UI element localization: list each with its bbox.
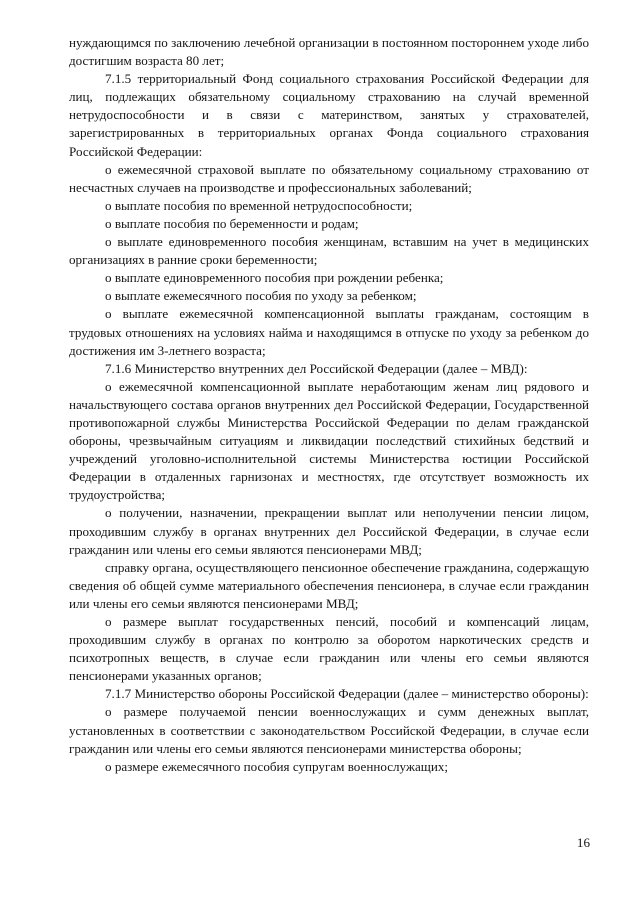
list-item-temporary-disability: о выплате пособия по временной нетрудоспособности;	[105, 197, 413, 213]
list-item-pension-certificate: справку органа, осуществляющего пенсионное обеспечение гражданина, содержащую сведения об общей сумме материального обеспечения пенсионера, в случае если гражданин или члены его семьи являются пенсионерами МВД;	[69, 559, 589, 611]
list-item-early-registration-benefit: о выплате единовременного пособия женщинам, вставшим на учет в медицинских организациях в ранние сроки беременности;	[69, 234, 589, 268]
list-item-compensation-payment: о выплате ежемесячной компенсационной выплаты гражданам, состоящим в трудовых отношениях на условиях найма и находящимся в отпуске по уходу за ребенком до достижения им 3-летнего возраста;	[69, 306, 589, 358]
list-item-birth-benefit: о выплате единовременного пособия при рождении ребенка;	[105, 270, 444, 286]
paragraph-7-1-5-heading: 7.1.5 территориальный Фонд социального страхования Российской Федерации для лиц, подлежащих обязательному социальному страхованию на случай временной нетрудоспособности и в связи с материнством, занятых у страхователей, зарегистрированных в территориальных органах Фонда социального страхования Российской Федерации:	[69, 71, 589, 159]
list-item-pension-status: о получении, назначении, прекращении выплат или неполучении пенсии лицом, проходившим службу в органах внутренних дел Российской Федерации, в случае если гражданин или члены его семьи являются пенсионерами МВД;	[69, 505, 589, 557]
list-item-maternity-benefit: о выплате пособия по беременности и родам;	[105, 215, 359, 231]
paragraph-7-1-6-heading: 7.1.6 Министерство внутренних дел Российской Федерации (далее – МВД):	[105, 360, 528, 376]
list-item-drug-control-pensions: о размере выплат государственных пенсий, пособий и компенсаций лицам, проходившим службу в органах по контролю за оборотом наркотических средств и психотропных веществ, в случае если гражданин или члены его семьи являются пенсионерами указанных органов;	[69, 614, 589, 684]
list-item-accident-insurance: о ежемесячной страховой выплате по обязательному социальному страхованию от несчастных случаев на производстве и профессиональных заболеваний;	[69, 161, 589, 195]
list-item-childcare-benefit: о выплате ежемесячного пособия по уходу за ребенком;	[105, 288, 417, 304]
page-number: 16	[576, 835, 590, 850]
paragraph-continuation: нуждающимся по заключению лечебной организации в постоянном постороннем уходе либо достигшим возраста 80 лет;	[69, 35, 589, 69]
list-item-wives-compensation: о ежемесячной компенсационной выплате неработающим женам лиц рядового и начальствующего состава органов внутренних дел Российской Федерации, Государственной противопожарной службы Министерства Российской Федерации по делам гражданской обороны, чрезвычайным ситуациям и ликвидации последствий стихийных бедствий и учреждений уголовно-исполнительной системы Министерства юстиции Российской Федерации в отдаленных гарнизонах и местностях, где отсутствует возможность их трудоустройства;	[69, 378, 589, 503]
paragraph-7-1-7-heading: 7.1.7 Министерство обороны Российской Федерации (далее – министерство обороны):	[105, 686, 589, 702]
list-item-military-pension: о размере получаемой пенсии военнослужащих и сумм денежных выплат, установленных в соответствии с законодательством Российской Федерации, в случае если гражданин или члены его семьи являются пенсионерами министерства обороны;	[69, 704, 589, 756]
list-item-spouse-allowance: о размере ежемесячного пособия супругам военнослужащих;	[105, 758, 449, 774]
document-body	[69, 34, 589, 776]
